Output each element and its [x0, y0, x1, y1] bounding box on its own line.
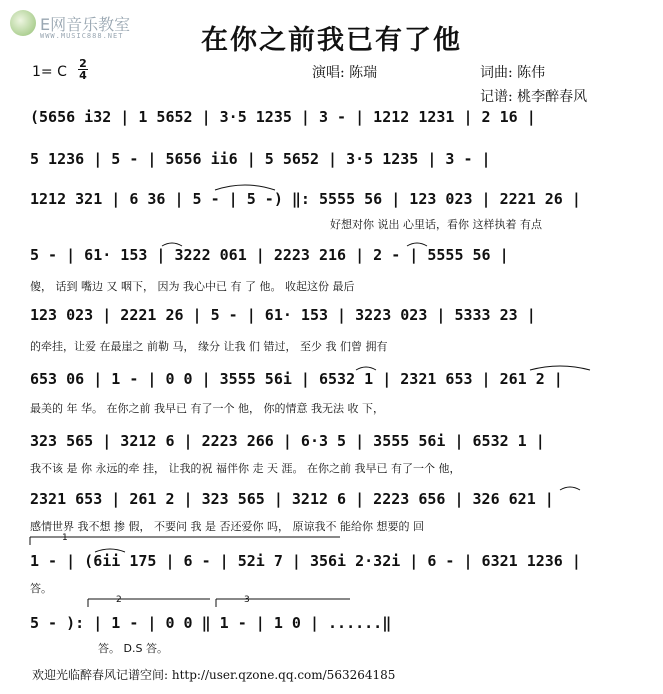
time-signature-bottom: 4 — [79, 69, 87, 82]
tie-2 — [162, 243, 182, 246]
volta-3-line — [216, 599, 350, 607]
volta-1-line — [30, 537, 340, 545]
notation-row-8: 2321 653 | 261 2 | 323 565 | 3212 6 | 2223 656 | 326 621 | — [30, 490, 554, 508]
notation-row-6: 653 06 | 1 - | 0 0 | 3555 56i | 6532 1 | 2321 653 | 261 2 | — [30, 370, 563, 388]
time-signature-top: 2 — [79, 57, 87, 70]
lyric-row-4: 最美的 年 华。 在你之前 我早已 有了一个 他， 你的情意 我无法 收 下， — [30, 402, 384, 415]
volta-2-label: 2 — [116, 595, 122, 605]
lyric-row-3: 的牵挂，让爱 在最崖之 前勒 马， 缘分 让我 们 错过， 至少 我 们曾 拥有 — [30, 340, 388, 353]
logo-text: E网音乐教室 — [40, 15, 131, 34]
lyric-row-7: 答。 — [30, 582, 52, 595]
notation-row-1: (5656 i32 | 1 5652 | 3·5 1235 | 3 - | 1212 1231 | 2 16 | — [30, 108, 536, 126]
key-signature: 1= C — [32, 64, 67, 80]
tie-3 — [407, 243, 427, 246]
tie-7 — [95, 549, 125, 552]
notation-row-5: 123 023 | 2221 26 | 5 - | 61· 153 | 3223 023 | 5333 23 | — [30, 306, 536, 324]
lyric-row-6: 感情世界 我不想 掺 假， 不要问 我 是 否还爱你 吗， 原谅我不 能给你 想要的 回 — [30, 520, 424, 533]
song-title: 在你之前我已有了他 — [201, 25, 462, 56]
tie-6 — [560, 487, 580, 490]
notation-row-9: 1 - | (6ii 175 | 6 - | 52i 7 | 356i 2·32i | 6 - | 6321 1236 | — [30, 552, 581, 570]
volta-3-label: 3 — [244, 595, 250, 605]
composer-credit: 词曲: 陈伟 — [480, 65, 546, 81]
notation-row-4: 5 - | 61· 153 | 3222 061 | 2223 216 | 2 - | 5555 56 | — [30, 246, 509, 264]
notation-row-10: 5 - ): | 1 - | 0 0 ‖ 1 - | 1 0 | ......‖ — [30, 614, 392, 632]
logo-url: WWW.MUSIC888.NET — [40, 32, 124, 40]
notation-row-2: 5 1236 | 5 - | 5656 ii6 | 5 5652 | 3·5 1235 | 3 - | — [30, 150, 491, 168]
tie-1 — [215, 185, 275, 190]
volta-2-line — [88, 599, 210, 607]
notation-row-3: 1212 321 | 6 36 | 5 - | 5 -) ‖: 5555 56 | 123 023 | 2221 26 | — [30, 190, 581, 208]
lyric-row-8: 答。 D.S 答。 — [98, 642, 168, 655]
transcriber-credit: 记谱: 桃李醉春风 — [480, 89, 588, 105]
volta-1-label: 1 — [62, 533, 68, 543]
lyric-row-5: 我不该 是 你 永远的牵 挂， 让我的祝 福伴你 走 天 涯。 在你之前 我早已 有了一个 他， — [30, 462, 461, 475]
lyric-row-2: 傻， 话到 嘴边 又 咽下， 因为 我心中已 有 了 他。 收起这份 最后 — [30, 280, 355, 293]
notation-row-7: 323 565 | 3212 6 | 2223 266 | 6·3 5 | 3555 56i | 6532 1 | — [30, 432, 545, 450]
singer-credit: 演唱: 陈瑞 — [312, 65, 378, 81]
lyric-row-1: 好想对你 说出 心里话，看你 这样执着 有点 — [330, 218, 542, 231]
footer-credit: 欢迎光临醉春风记谱空间: http://user.qzone.qq.com/563264185 — [32, 668, 396, 682]
tie-4 — [356, 367, 376, 370]
tie-5 — [530, 366, 590, 370]
